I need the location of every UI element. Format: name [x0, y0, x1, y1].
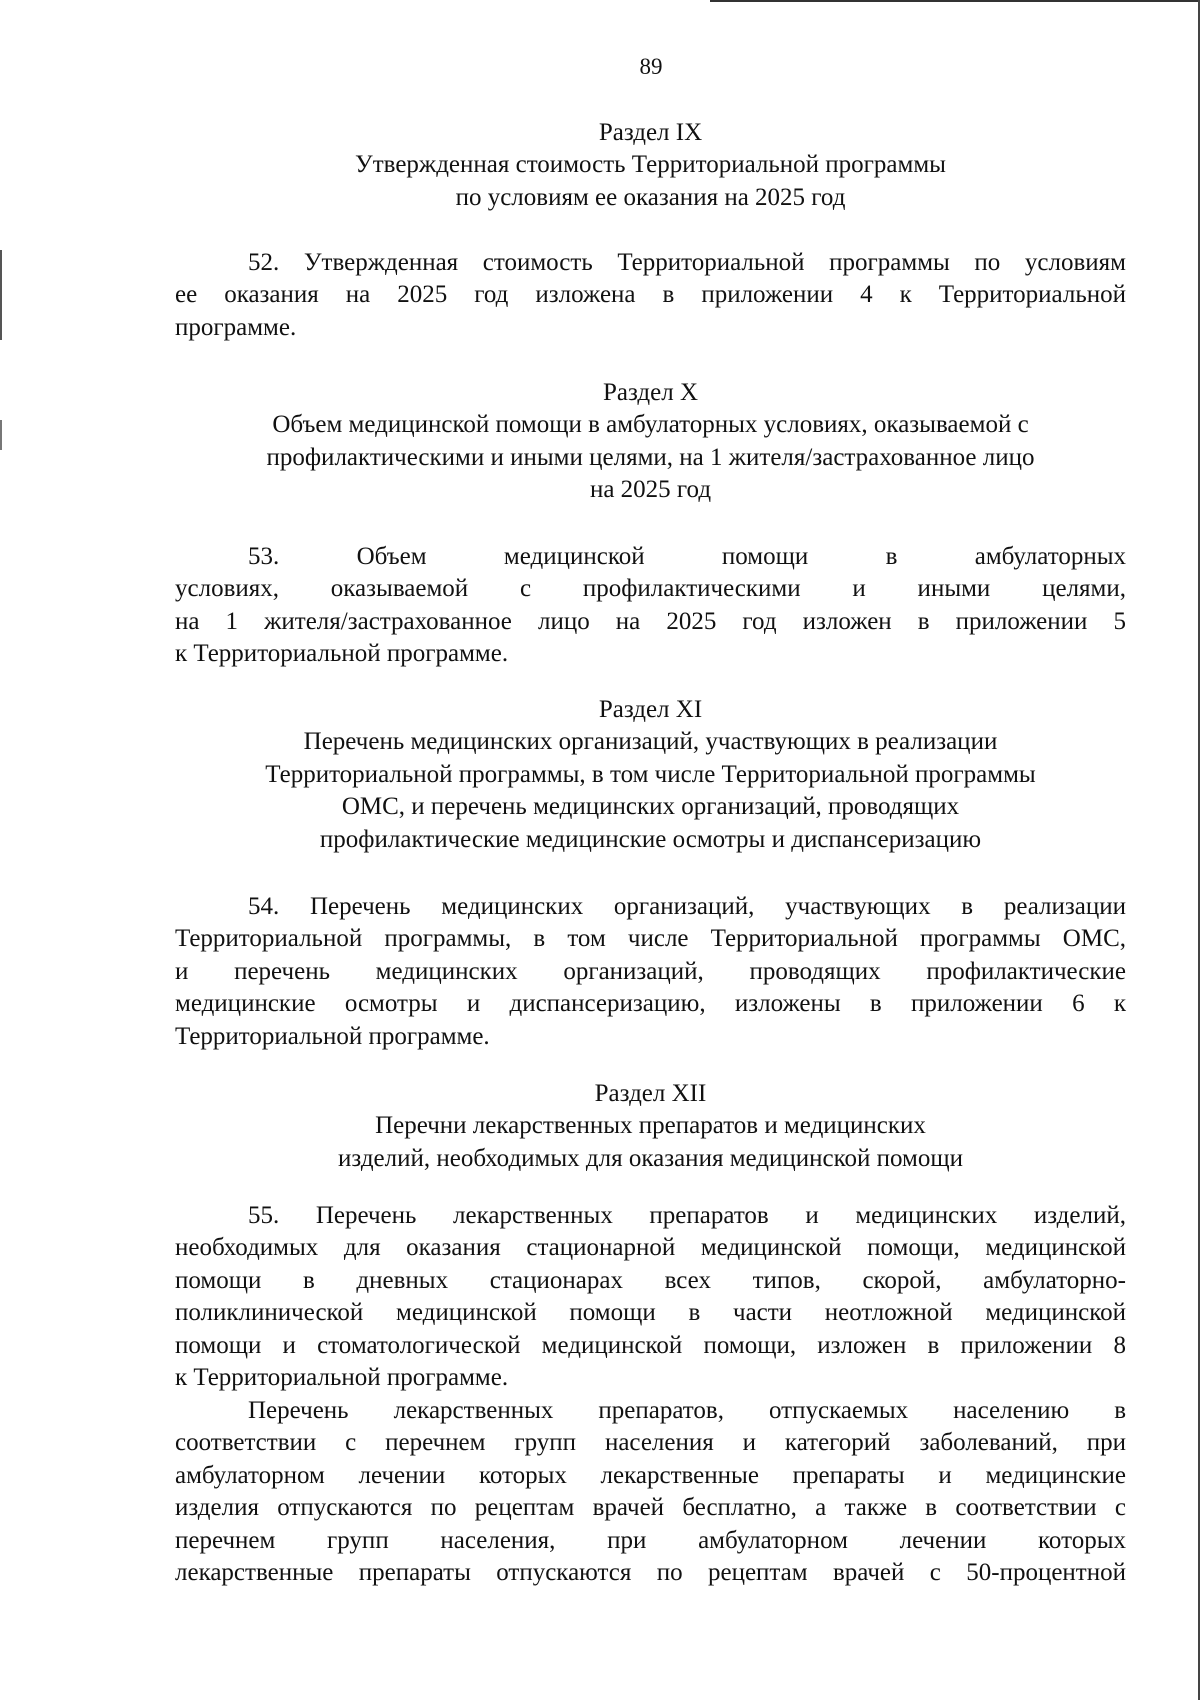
paragraph-line: Территориальной программе. — [175, 1022, 490, 1050]
heading-line: Перечень медицинских организаций, участвующих в реализации — [303, 728, 998, 756]
heading-line: Объем медицинской помощи в амбулаторных условиях, оказываемой с — [272, 411, 1029, 439]
paragraph-line: лекарственные препараты отпускаются по рецептам врачей с 50-процентной — [175, 1559, 1126, 1587]
paragraph-line: соответствии с перечнем групп населения и категорий заболеваний, при — [175, 1429, 1126, 1457]
paragraph-line: 53. Объем медицинской помощи в амбулаторных — [248, 543, 1126, 570]
section-ix-heading — [175, 117, 1126, 214]
heading-line: Утвержденная стоимость Территориальной программы — [355, 151, 946, 179]
section-x-heading — [175, 377, 1126, 507]
heading-line: изделий, необходимых для оказания медицинской помощи — [338, 1144, 963, 1172]
paragraph-55-continued — [175, 1395, 1126, 1589]
section-title: Раздел XII — [594, 1080, 707, 1107]
paragraph-line: условиях, оказываемой с профилактическими и иными целями, — [175, 575, 1126, 603]
page-number: 89 — [639, 54, 663, 79]
paragraph-line: Перечень лекарственных препаратов, отпускаемых населению в — [248, 1397, 1126, 1424]
paragraph-line: на 1 жителя/застрахованное лицо на 2025 год изложен в приложении 5 — [175, 607, 1126, 635]
scan-artifact-left-edge-2 — [0, 420, 2, 450]
paragraph-line: программе. — [175, 313, 297, 341]
scan-artifact-top-line — [710, 0, 1200, 2]
paragraph-line: помощи в дневных стационарах всех типов, скорой, амбулаторно- — [175, 1266, 1126, 1294]
paragraph-line: поликлинической медицинской помощи в части неотложной медицинской — [175, 1299, 1126, 1327]
paragraph-line: амбулаторном лечении которых лекарственные препараты и медицинские — [175, 1461, 1126, 1489]
paragraph-line: 52. Утвержденная стоимость Территориальной программы по условиям — [248, 249, 1126, 276]
paragraph-line: изделия отпускаются по рецептам врачей бесплатно, а также в соответствии с — [175, 1494, 1126, 1522]
paragraph-line: помощи и стоматологической медицинской помощи, изложен в приложении 8 — [175, 1331, 1126, 1359]
heading-line: ОМС, и перечень медицинских организаций, проводящих — [341, 793, 960, 821]
paragraph-54 — [175, 891, 1126, 1053]
paragraph-line: 54. Перечень медицинских организаций, участвующих в реализации — [248, 893, 1126, 920]
heading-line: по условиям ее оказания на 2025 год — [455, 183, 846, 211]
paragraph-line: медицинские осмотры и диспансеризацию, изложены в приложении 6 к — [175, 990, 1126, 1018]
paragraph-line: и перечень медицинских организаций, проводящих профилактические — [175, 957, 1126, 985]
paragraph-55 — [175, 1200, 1126, 1394]
heading-line: профилактическими и иными целями, на 1 жителя/застрахованное лицо — [266, 443, 1035, 471]
heading-line: Территориальной программы, в том числе Территориальной программы — [265, 760, 1036, 788]
paragraph-line: Территориальной программы, в том числе Территориальной программы ОМС, — [175, 925, 1126, 953]
scan-artifact-left-edge — [0, 250, 2, 340]
section-title: Раздел XI — [598, 696, 703, 723]
heading-line: на 2025 год — [589, 476, 712, 504]
section-title: Раздел IX — [598, 119, 703, 146]
paragraph-line: перечнем групп населения, при амбулаторном лечении которых — [175, 1526, 1126, 1554]
paragraph-53 — [175, 541, 1126, 671]
paragraph-line: ее оказания на 2025 год изложена в приложении 4 к Территориальной — [175, 281, 1126, 309]
paragraph-line: к Территориальной программе. — [175, 1364, 509, 1392]
section-xi-heading — [175, 694, 1126, 856]
paragraph-line: 55. Перечень лекарственных препаратов и медицинских изделий, — [248, 1202, 1126, 1229]
section-xii-heading — [175, 1078, 1126, 1175]
paragraph-52 — [175, 247, 1126, 344]
heading-line: Перечни лекарственных препаратов и медицинских — [375, 1112, 926, 1140]
paragraph-line: к Территориальной программе. — [175, 640, 509, 668]
section-title: Раздел X — [602, 379, 699, 406]
paragraph-line: необходимых для оказания стационарной медицинской помощи, медицинской — [175, 1234, 1126, 1262]
heading-line: профилактические медицинские осмотры и диспансеризацию — [319, 825, 982, 853]
